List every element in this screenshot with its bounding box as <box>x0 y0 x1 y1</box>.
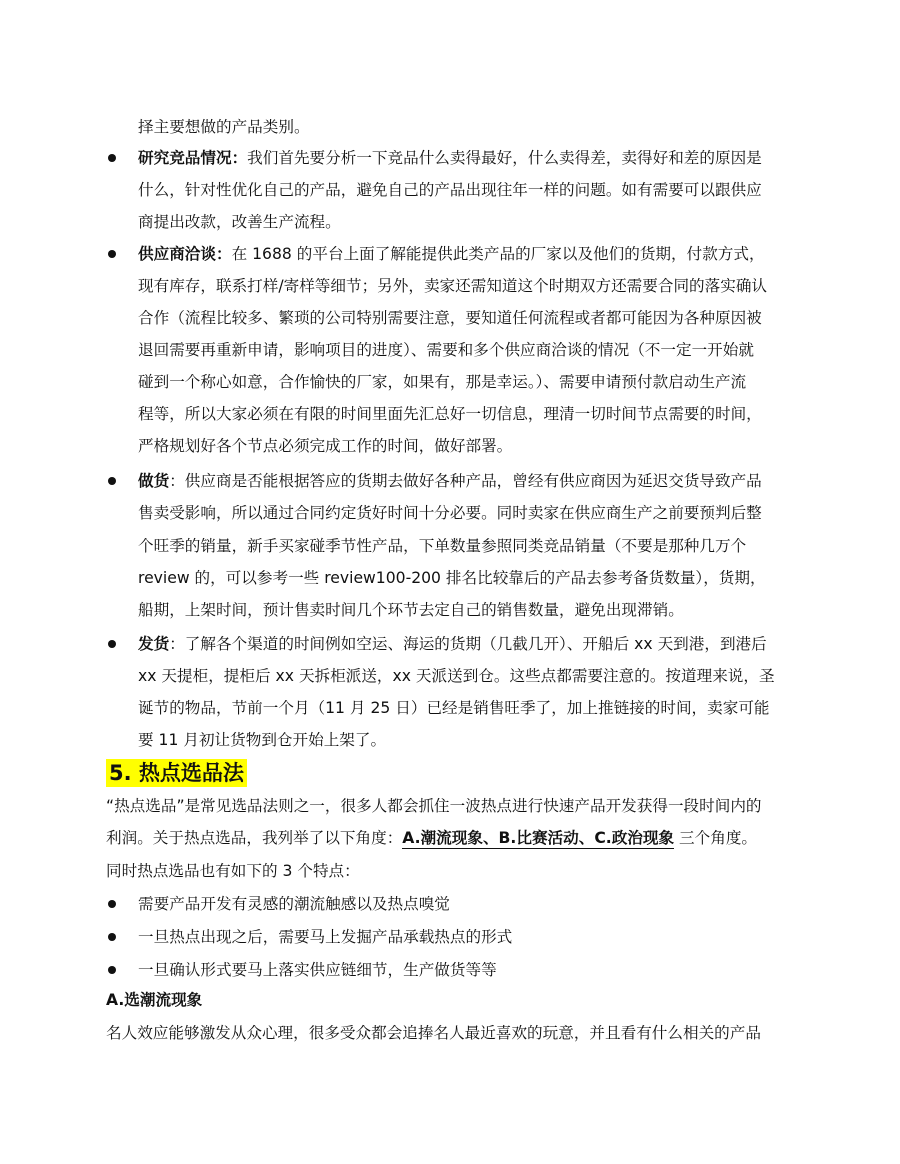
bullet-line <box>138 244 765 264</box>
intro-line: 择主要想做的产品类别。 <box>138 118 310 136</box>
bullet-text: 在 1688 的平台上面了解能提供此类产品的厂家以及他们的货期，付款方式， <box>231 245 765 263</box>
bullet-text: 合作（流程比较多、繁琐的公司特别需要注意，要知道任何流程或者都可能因为各种原因被 <box>138 309 762 327</box>
bullet-icon <box>108 640 116 648</box>
feature-item: 一旦确认形式要马上落实供应链细节，生产做货等等 <box>138 961 497 979</box>
subheading: A.选潮流现象 <box>106 991 203 1009</box>
bullet-line <box>138 634 767 654</box>
angles-underlined: A.潮流现象、B.比赛活动、C.政治现象 <box>402 829 675 847</box>
bullet-text: 要 11 月初让货物到仓开始上架了。 <box>138 731 387 749</box>
section-heading: 5. 热点选品法 <box>106 759 247 787</box>
bullet-icon <box>108 250 116 258</box>
paragraph-line <box>106 828 757 848</box>
bullet-icon <box>108 477 116 485</box>
paragraph-line: 同时热点选品也有如下的 3 个特点： <box>106 862 360 880</box>
bullet-text: 程等，所以大家必须在有限的时间里面先汇总好一切信息，理清一切时间节点需要的时间， <box>138 405 762 423</box>
bullet-icon <box>108 900 116 908</box>
bullet-label: 供应商洽谈： <box>138 245 232 263</box>
bullet-icon <box>108 933 116 941</box>
bullet-text: 商提出改款，改善生产流程。 <box>138 213 341 231</box>
paragraph-line: “热点选品”是常见选品法则之一，很多人都会抓住一波热点进行快速产品开发获得一段时间内的 <box>106 797 762 815</box>
bullet-label: 研究竞品情况： <box>138 149 248 167</box>
paragraph-text: 利润。关于热点选品，我列举了以下角度： <box>106 829 403 847</box>
bullet-icon <box>108 966 116 974</box>
bullet-text: 船期，上架时间，预计售卖时间几个环节去定自己的销售数量，避免出现滞销。 <box>138 601 684 619</box>
bullet-text: review 的，可以参考一些 review100-200 排名比较靠后的产品去参考备货数量），货期， <box>138 569 766 587</box>
paragraph-text: 三个角度。 <box>674 829 758 847</box>
bullet-line <box>138 148 762 168</box>
bullet-text: 什么，针对性优化自己的产品，避免自己的产品出现往年一样的问题。如有需要可以跟供应 <box>138 181 762 199</box>
bullet-text: xx 天提柜，提柜后 xx 天拆柜派送，xx 天派送到仓。这些点都需要注意的。按道理来说，圣 <box>138 667 775 685</box>
bullet-text: 退回需要再重新申请，影响项目的进度）、需要和多个供应商洽谈的情况（不一定一开始就 <box>138 341 754 359</box>
bullet-line <box>138 471 762 491</box>
bullet-text: 碰到一个称心如意，合作愉快的厂家，如果有，那是幸运。）、需要申请预付款启动生产流 <box>138 373 747 391</box>
bullet-text: 个旺季的销量，新手买家碰季节性产品，下单数量参照同类竞品销量（不要是那种几万个 <box>138 537 747 555</box>
bullet-text: ：供应商是否能根据答应的货期去做好各种产品，曾经有供应商因为延迟交货导致产品 <box>169 472 762 490</box>
bullet-text: 我们首先要分析一下竞品什么卖得最好，什么卖得差，卖得好和差的原因是 <box>247 149 762 167</box>
paragraph-line: 名人效应能够激发从众心理，很多受众都会追捧名人最近喜欢的玩意，并且看有什么相关的产品 <box>106 1024 761 1042</box>
bullet-icon <box>108 154 116 162</box>
bullet-text: ：了解各个渠道的时间例如空运、海运的货期（几截几开）、开船后 xx 天到港，到港后 <box>169 635 767 653</box>
bullet-label: 发货 <box>138 635 170 653</box>
bullet-text: 严格规划好各个节点必须完成工作的时间，做好部署。 <box>138 437 513 455</box>
bullet-text: 现有库存，联系打样/寄样等细节；另外，卖家还需知道这个时期双方还需要合同的落实确认 <box>138 277 768 295</box>
bullet-label: 做货 <box>138 472 170 490</box>
feature-item: 需要产品开发有灵感的潮流触感以及热点嗅觉 <box>138 895 450 913</box>
bullet-text: 售卖受影响，所以通过合同约定货好时间十分必要。同时卖家在供应商生产之前要预判后整 <box>138 504 762 522</box>
bullet-text: 诞节的物品，节前一个月（11 月 25 日）已经是销售旺季了，加上推链接的时间，卖家可能 <box>138 699 770 717</box>
feature-item: 一旦热点出现之后，需要马上发掘产品承载热点的形式 <box>138 928 513 946</box>
